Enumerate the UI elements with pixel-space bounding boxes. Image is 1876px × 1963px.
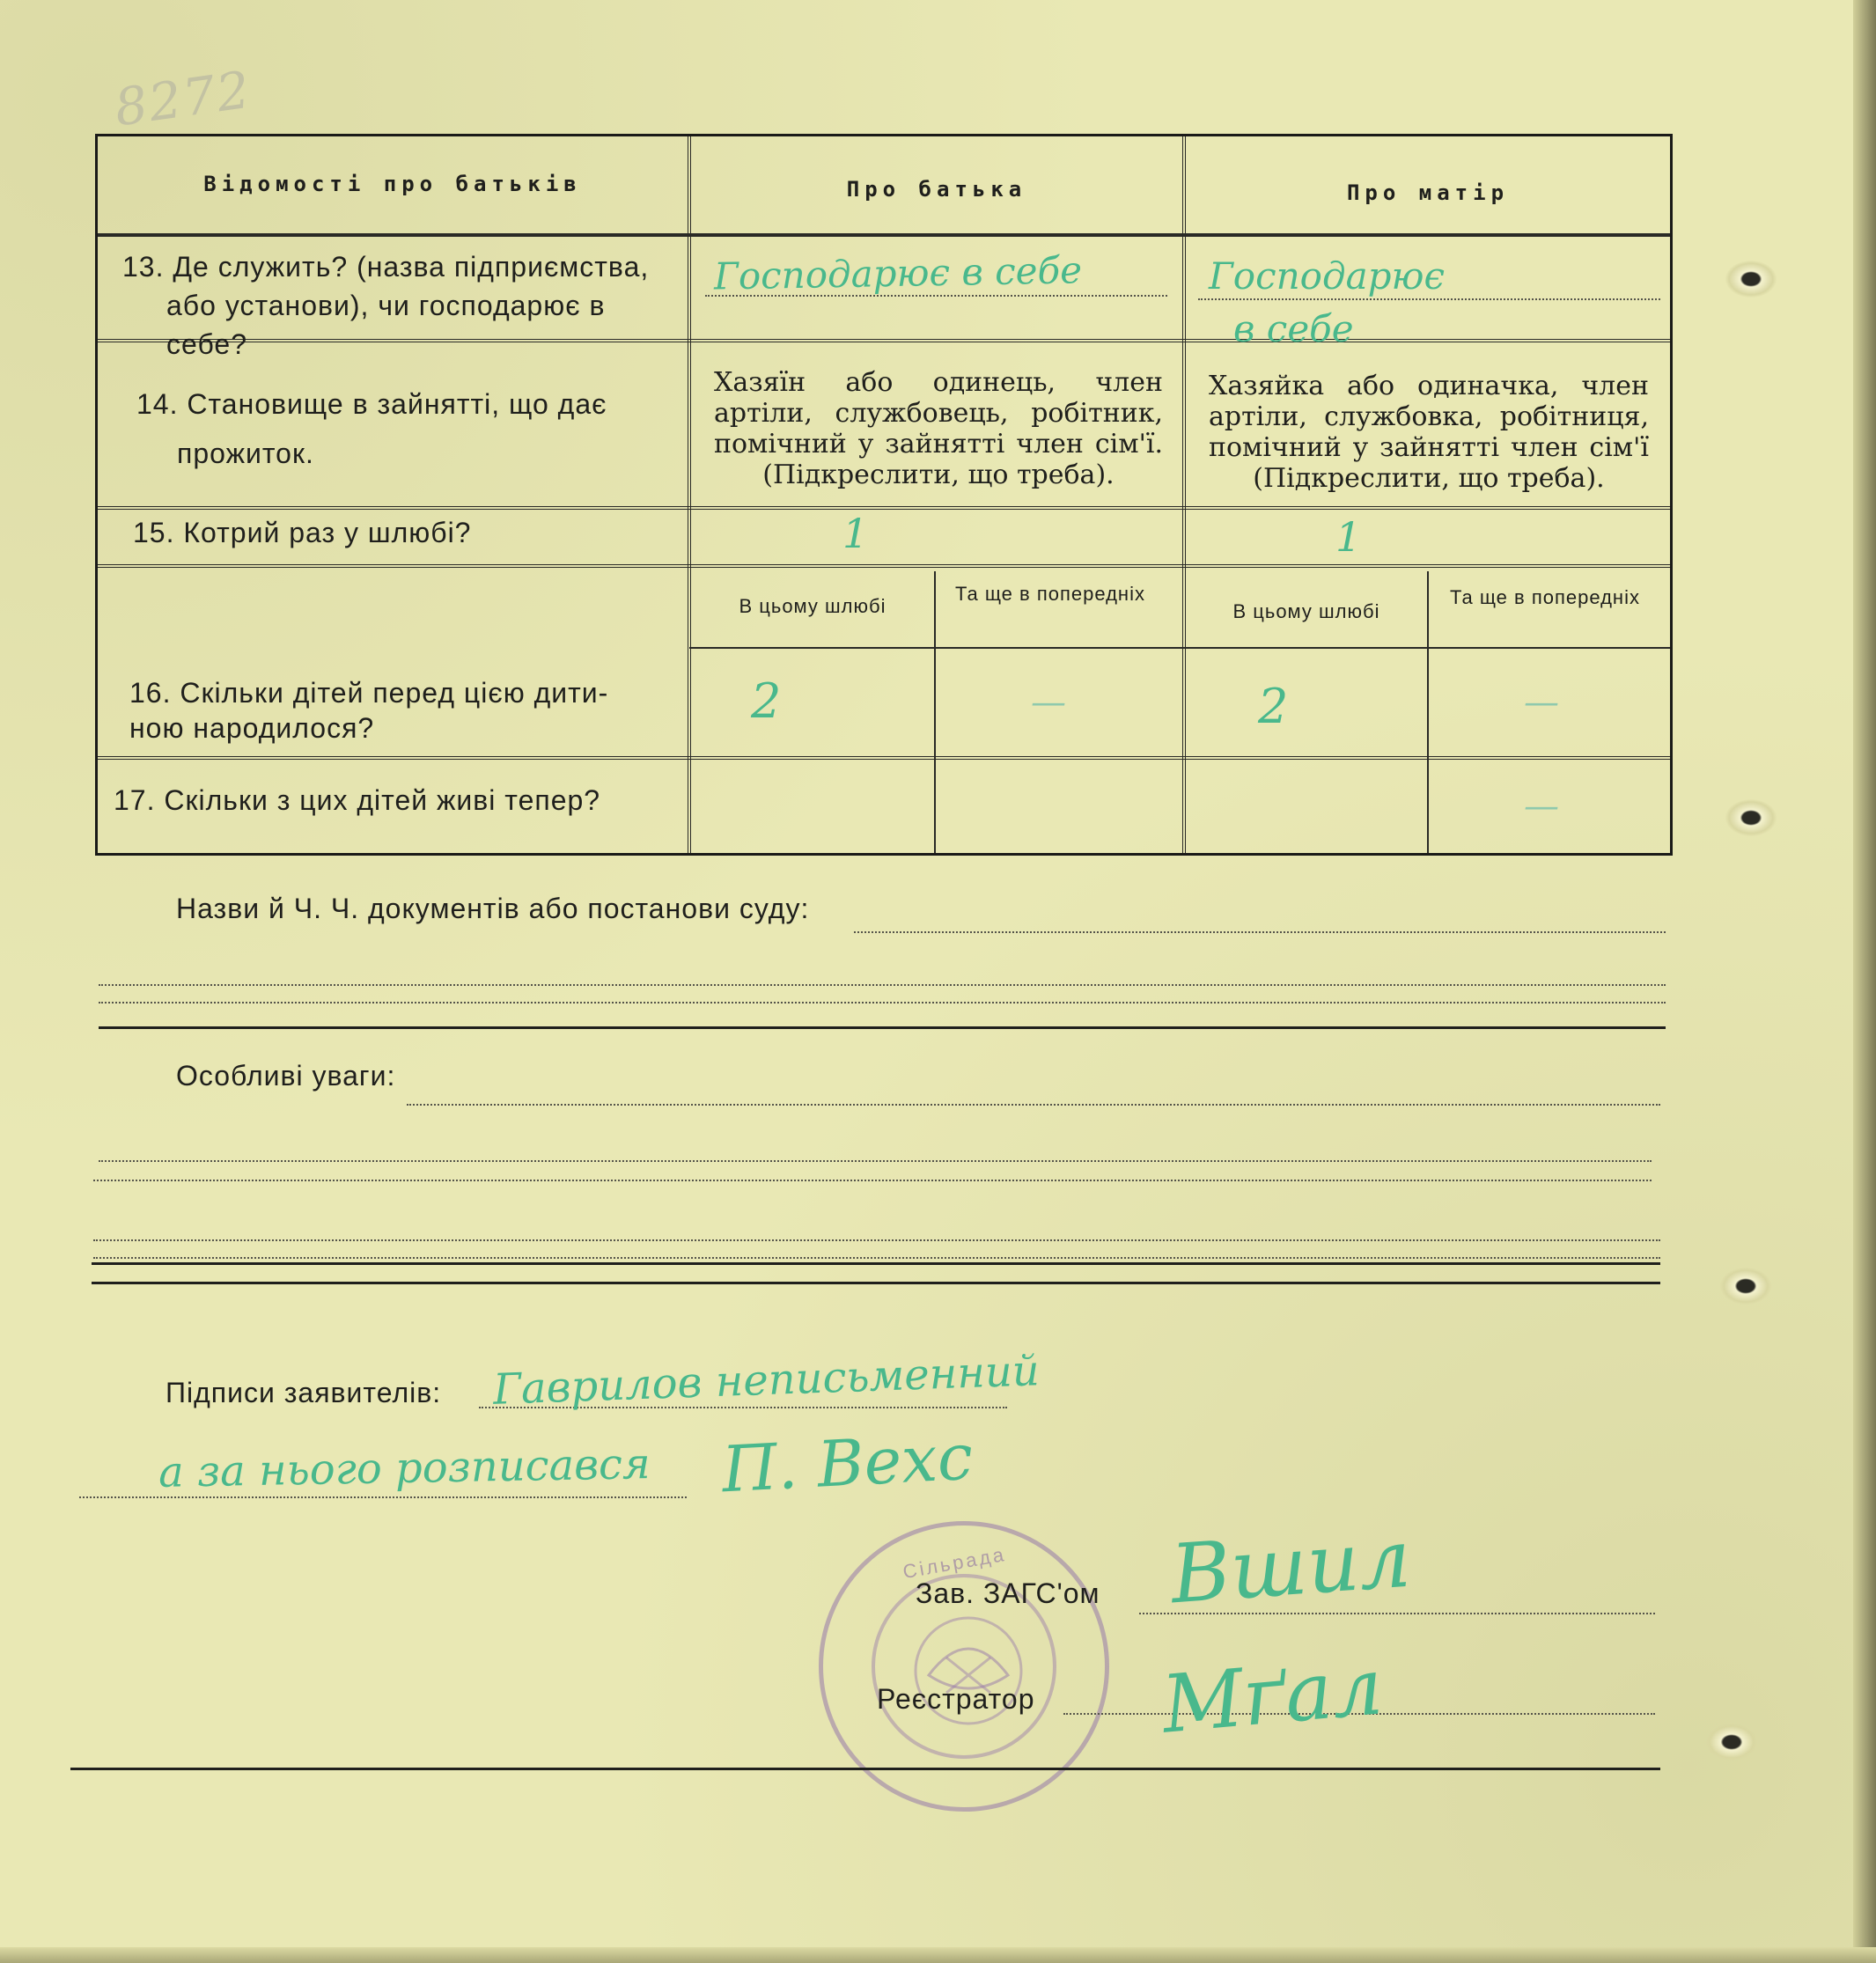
answer-dotted-line [1198,298,1660,300]
q16-mother-prev: — [1524,682,1559,723]
header-info: Відомості про батьків [203,172,582,196]
q16-label-line2: ною народилося? [129,712,375,744]
q16-mother-this: 2 [1258,679,1289,734]
documents-label: Назви й Ч. Ч. документів або постанови суду: [176,893,810,924]
header-mother: Про матір [1346,180,1510,205]
registrar-signature: Мґал [1158,1640,1387,1752]
page-edge-shadow [1853,0,1876,1963]
applicant-signature-line2: а за нього розписався [158,1439,651,1497]
stamp-text: Сільрада [901,1542,1008,1584]
remarks-label: Особливі уваги: [176,1060,396,1092]
q16-label [129,675,684,746]
applicants-label: Підписи заявителів: [166,1377,442,1408]
table-rule [98,756,1670,763]
q15-label: 15. Котрий раз у шлюбі? [133,517,472,548]
q14-father-options: Хазяїн або одинець, член артіли, службовець, робітник, помічний у зайнятті член сім'ї. (Підкреслити, що треба). [714,367,1163,490]
section-rule [92,1262,1660,1265]
subheader-father-this: В цьому шлюбі [739,595,887,617]
parents-info-table [95,134,1673,856]
registrar-label: Реєстратор [877,1683,1035,1715]
punch-hole [1725,799,1777,836]
section-rule [92,1282,1660,1284]
table-divider [934,571,936,853]
documents-dotted-line [99,984,1666,986]
q13-father-answer: Господарює в себе [713,248,1083,298]
q17-mother-prev: — [1524,786,1559,827]
q14-label-line1: 14. Становище в зайнятті, що дає [136,388,607,420]
table-divider [1182,136,1189,853]
header-father: Про батька [846,177,1027,202]
section-rule [99,1026,1666,1029]
table-rule [98,564,1670,571]
punch-hole [1725,261,1777,298]
head-label: Зав. ЗАГС'ом [916,1577,1100,1609]
documents-dotted-line [854,931,1666,933]
q15-mother-answer: 1 [1335,513,1362,561]
q13-label-line2: або установи), чи господарює в себе? [166,290,606,360]
q14-label [136,379,682,478]
table-rule [98,233,1670,237]
subheader-father-previous: Та ще в попередніх [955,583,1145,605]
table-divider [1427,571,1429,853]
remarks-dotted-line [93,1180,1652,1181]
q13-mother-answer-line1: Господарює [1209,254,1445,298]
bottom-rule [70,1768,1660,1770]
remarks-dotted-line [93,1239,1660,1241]
punch-hole [1720,1268,1771,1305]
applicant-signature-line1: Гаврилов неписьменний [492,1346,1041,1415]
q14-label-line2: прожиток. [177,437,314,469]
q16-father-prev: — [1031,682,1066,723]
q13-label-line1: 13. Де служить? (назва підприємства, [122,251,650,283]
subheader-mother-previous: Та ще в попередніх [1450,586,1640,608]
q17-label: 17. Скільки з цих дітей живі тепер? [114,784,601,816]
pencil-page-number: 8272 [111,59,255,138]
remarks-dotted-line [407,1104,1660,1106]
q16-father-this: 2 [751,673,782,729]
q16-label-line1: 16. Скільки дітей перед цією дити- [129,677,609,709]
q15-father-answer: 1 [842,510,869,557]
q13-mother-answer-line2: в себе [1233,307,1354,350]
remarks-dotted-line [93,1257,1660,1259]
head-signature: Вшил [1167,1511,1414,1622]
applicant-signature: П. Вехс [719,1419,975,1507]
table-rule [689,647,1670,649]
remarks-dotted-line [99,1160,1652,1162]
documents-dotted-line [99,1002,1666,1004]
table-divider [688,136,695,853]
subheader-mother-this: В цьому шлюбі [1232,600,1380,622]
page-bottom-shadow [0,1947,1876,1963]
q13-label [122,247,686,364]
q14-mother-options: Хазяйка або одиначка, член артіли, службовка, робітниця, помічний у зайнятті член сім'ї (Підкреслити, що треба). [1209,371,1649,494]
punch-hole [1706,1724,1757,1761]
